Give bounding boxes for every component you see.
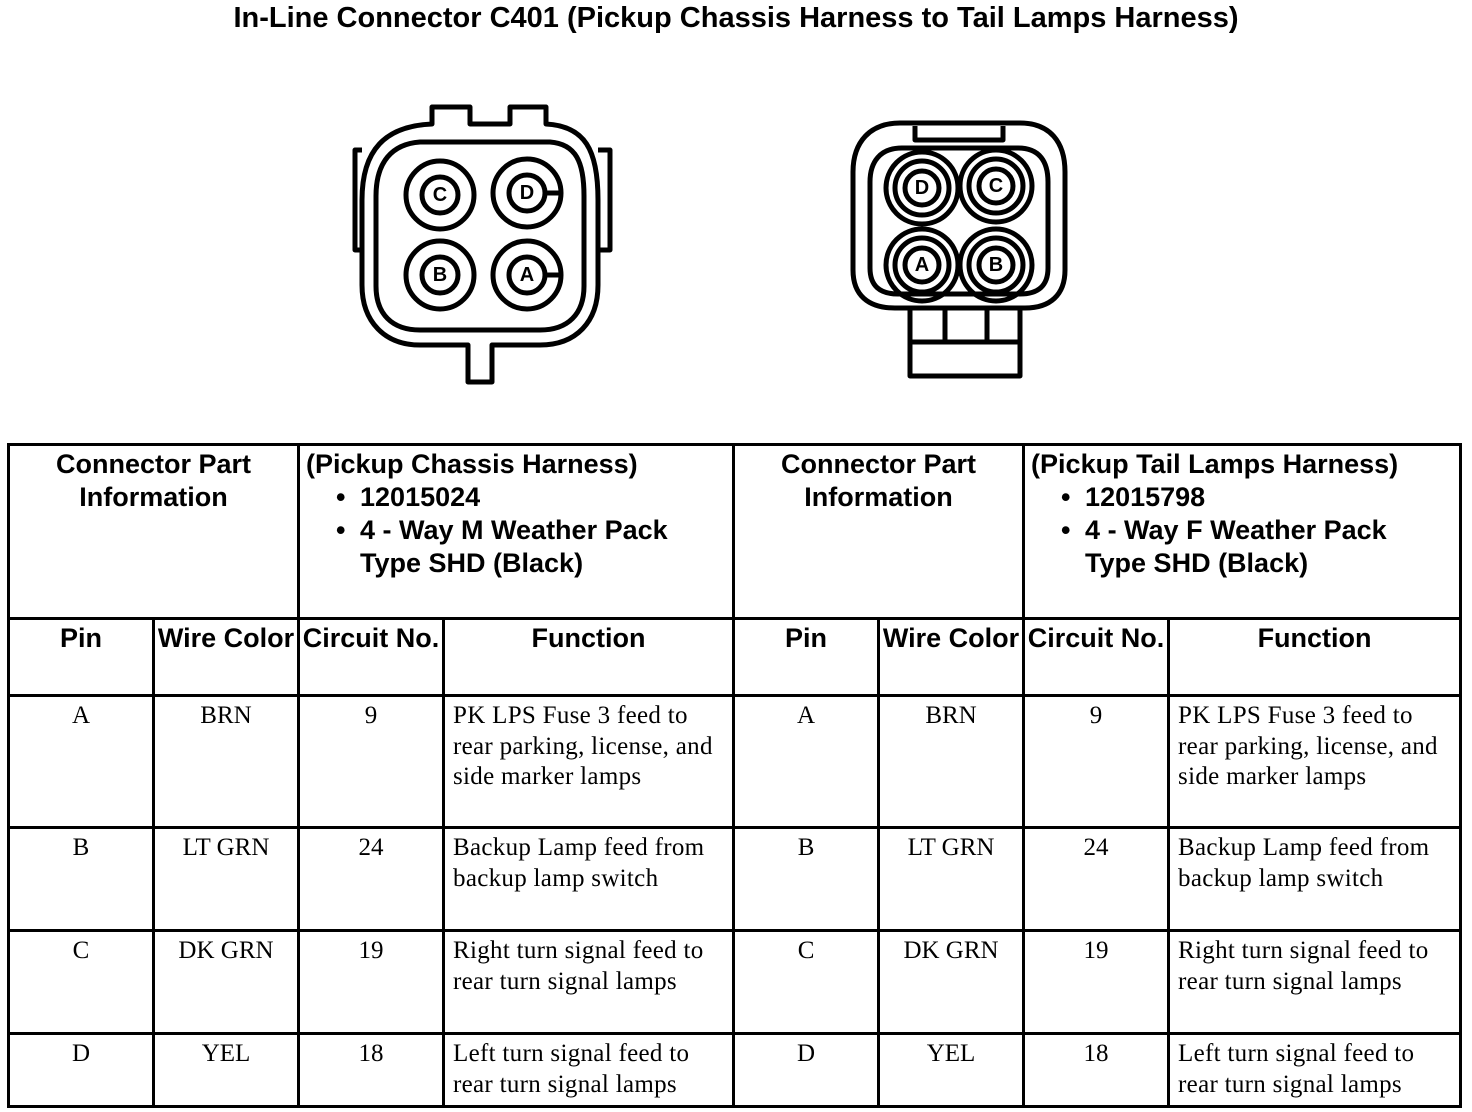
function-cell: PK LPS Fuse 3 feed to rear parking, license, and side marker lamps: [453, 702, 713, 790]
column-header: Circuit No.: [302, 623, 440, 653]
function-cell: Right turn signal feed to rear turn signal lamps: [1178, 937, 1429, 995]
pin-label: B: [432, 264, 448, 286]
pinout-table: [7, 443, 1462, 1108]
circuit-cell: 18: [1083, 1040, 1109, 1067]
table-row: [9, 828, 1461, 931]
part-info-label-left: Connector Part Information: [9, 445, 299, 619]
pin-cell: D: [797, 1040, 816, 1067]
part-description: • 4 - Way M Weather Pack Type SHD (Black): [336, 514, 726, 580]
pin-cell: D: [71, 1040, 91, 1067]
table-row: [9, 696, 1461, 828]
circuit-cell: 19: [358, 937, 384, 964]
function-cell: Backup Lamp feed from backup lamp switch: [1178, 834, 1430, 892]
circuit-cell: 24: [358, 834, 384, 861]
pin-label: C: [988, 175, 1004, 197]
function-cell: Right turn signal feed to rear turn signal lamps: [453, 937, 704, 995]
wire-color-cell: DK GRN: [178, 937, 274, 964]
circuit-cell: 9: [364, 702, 378, 729]
wire-color-cell: BRN: [200, 702, 252, 729]
pin-label: C: [432, 184, 448, 206]
function-cell: Backup Lamp feed from backup lamp switch: [453, 834, 705, 892]
pin-label: A: [519, 264, 535, 286]
connector-m-diagram: [350, 100, 620, 390]
page-title: In-Line Connector C401 (Pickup Chassis Harness to Tail Lamps Harness): [233, 2, 1239, 34]
circuit-cell: 18: [358, 1040, 384, 1067]
harness-name: (Pickup Tail Lamps Harness): [1031, 449, 1399, 479]
wire-color-cell: YEL: [201, 1040, 251, 1067]
circuit-cell: 9: [1089, 702, 1103, 729]
function-cell: Left turn signal feed to rear turn signal lamps: [1178, 1040, 1415, 1098]
pin-cell: A: [797, 702, 816, 729]
table-row: [9, 1034, 1461, 1107]
pin-label: D: [914, 177, 930, 199]
column-header: Function: [531, 623, 646, 653]
pin-cell: B: [797, 834, 815, 861]
column-header: Pin: [785, 623, 828, 653]
column-header: Circuit No.: [1027, 623, 1165, 653]
pin-label: A: [914, 254, 930, 276]
table-row: [9, 931, 1461, 1034]
pin-cell: C: [797, 937, 815, 964]
circuit-cell: 24: [1083, 834, 1109, 861]
column-header: Wire Color: [157, 623, 295, 653]
part-info-row: [9, 445, 1461, 619]
wire-color-cell: LT GRN: [182, 834, 270, 861]
part-info-left: [299, 445, 734, 619]
pin-cell: B: [72, 834, 90, 861]
wire-color-cell: YEL: [926, 1040, 976, 1067]
pin-cell: A: [71, 702, 91, 729]
wire-color-cell: LT GRN: [907, 834, 995, 861]
column-header: Function: [1257, 623, 1372, 653]
function-cell: PK LPS Fuse 3 feed to rear parking, license, and side marker lamps: [1178, 702, 1438, 790]
column-header: Pin: [59, 623, 102, 653]
pin-cell: C: [72, 937, 90, 964]
part-description: • 4 - Way F Weather Pack Type SHD (Black): [1061, 514, 1453, 580]
column-header: Wire Color: [882, 623, 1020, 653]
harness-name: (Pickup Chassis Harness): [306, 449, 638, 479]
pin-label: B: [988, 254, 1004, 276]
pin-label: D: [519, 182, 535, 204]
wire-color-cell: BRN: [925, 702, 977, 729]
part-number: • 12015024: [336, 481, 726, 514]
function-cell: Left turn signal feed to rear turn signal lamps: [453, 1040, 690, 1098]
part-number: • 12015798: [1061, 481, 1453, 514]
column-header-row: [9, 619, 1461, 696]
circuit-cell: 19: [1083, 937, 1109, 964]
connector-f-diagram: [845, 118, 1075, 383]
part-info-right: [1024, 445, 1461, 619]
wire-color-cell: DK GRN: [903, 937, 999, 964]
part-info-label-right: Connector Part Information: [734, 445, 1024, 619]
